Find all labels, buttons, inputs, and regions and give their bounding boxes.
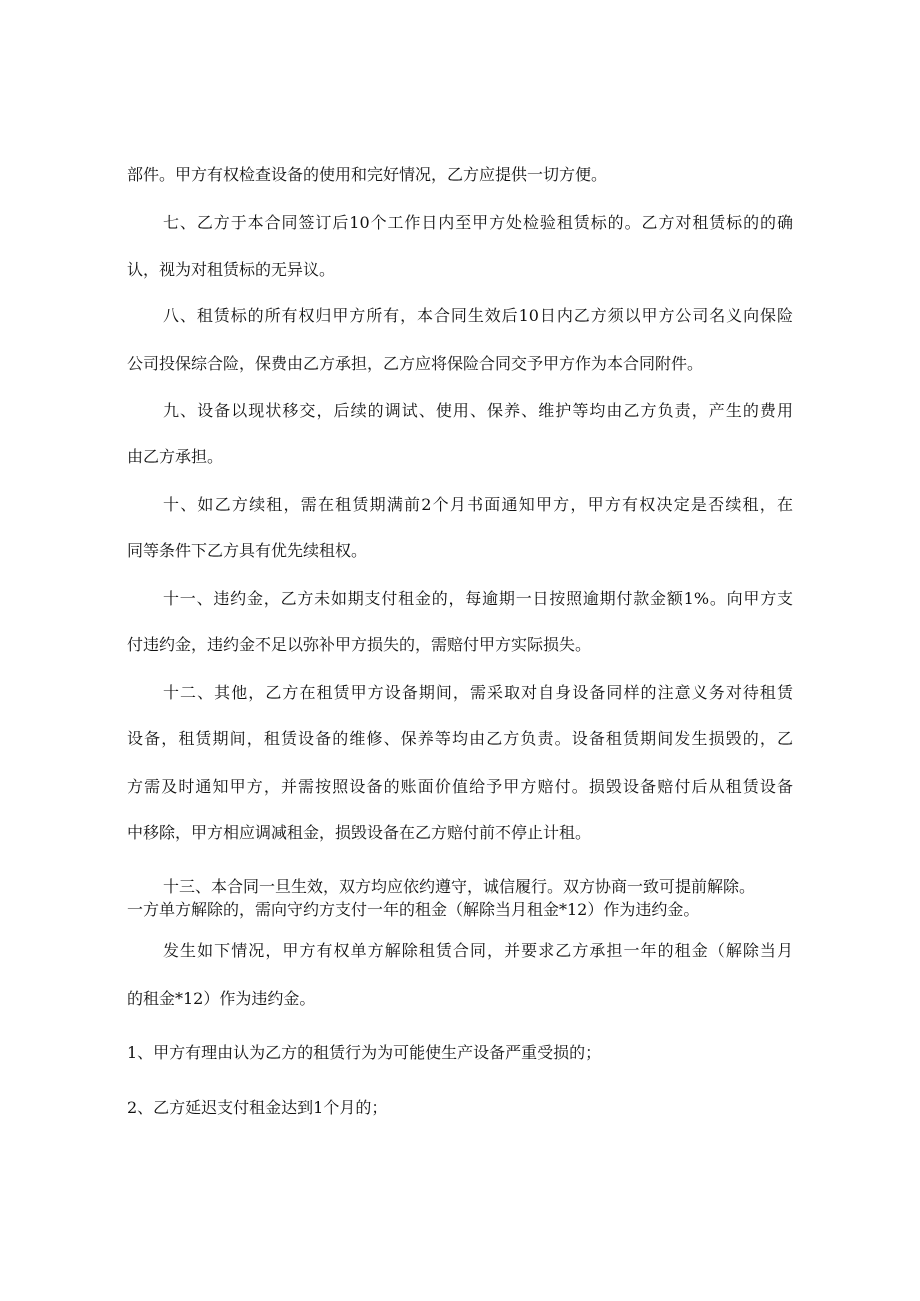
text-line: 九、设备以现状移交，后续的调试、使用、保养、维护等均由乙方负责，产生的费用 <box>163 401 793 420</box>
text-line: 的租金*12）作为违约金。 <box>127 989 316 1008</box>
text-line: 八、租赁标的所有权归甲方所有，本合同生效后10日内乙方须以甲方公司名义向保险 <box>163 306 793 325</box>
text-line: 部件。甲方有权检查设备的使用和完好情况，乙方应提供一切方便。 <box>127 165 608 184</box>
text-line: 发生如下情况，甲方有权单方解除租赁合同，并要求乙方承担一年的租金（解除当月 <box>163 941 793 960</box>
text-line: 由乙方承担。 <box>127 447 224 466</box>
text-line: 方需及时通知甲方，并需按照设备的账面价值给予甲方赔付。损毁设备赔付后从租赁设备 <box>127 777 793 796</box>
text-line: 十一、违约金，乙方未如期支付租金的，每逾期一日按照逾期付款金额1%。向甲方支 <box>163 589 793 608</box>
text-line: 公司投保综合险，保费由乙方承担，乙方应将保险合同交予甲方作为本合同附件。 <box>127 354 704 373</box>
text-line: 认，视为对租赁标的无异议。 <box>127 260 336 279</box>
text-line: 十、如乙方续租，需在租赁期满前2个月书面通知甲方，甲方有权决定是否续租，在 <box>163 495 793 514</box>
text-line: 2、乙方延迟支付租金达到1个月的； <box>127 1098 388 1117</box>
text-line: 同等条件下乙方具有优先续租权。 <box>127 541 368 560</box>
text-line: 十二、其他，乙方在租赁甲方设备期间，需采取对自身设备同样的注意义务对待租赁 <box>163 683 793 702</box>
text-line: 中移除，甲方相应调减租金，损毁设备在乙方赔付前不停止计租。 <box>127 823 592 842</box>
text-line: 七、乙方于本合同签订后10个工作日内至甲方处检验租赁标的。乙方对租赁标的的确 <box>163 213 793 232</box>
text-line: 十三、本合同一旦生效，双方均应依约遵守，诚信履行。双方协商一致可提前解除。 <box>163 877 756 896</box>
text-line: 付违约金，违约金不足以弥补甲方损失的，需赔付甲方实际损失。 <box>127 635 592 654</box>
text-line: 设备，租赁期间，租赁设备的维修、保养等均由乙方负责。设备租赁期间发生损毁的，乙 <box>127 729 793 748</box>
text-line: 一方单方解除的，需向守约方支付一年的租金（解除当月租金*12）作为违约金。 <box>127 900 700 919</box>
text-line: 1、甲方有理由认为乙方的租赁行为为可能使生产设备严重受损的； <box>127 1043 602 1062</box>
